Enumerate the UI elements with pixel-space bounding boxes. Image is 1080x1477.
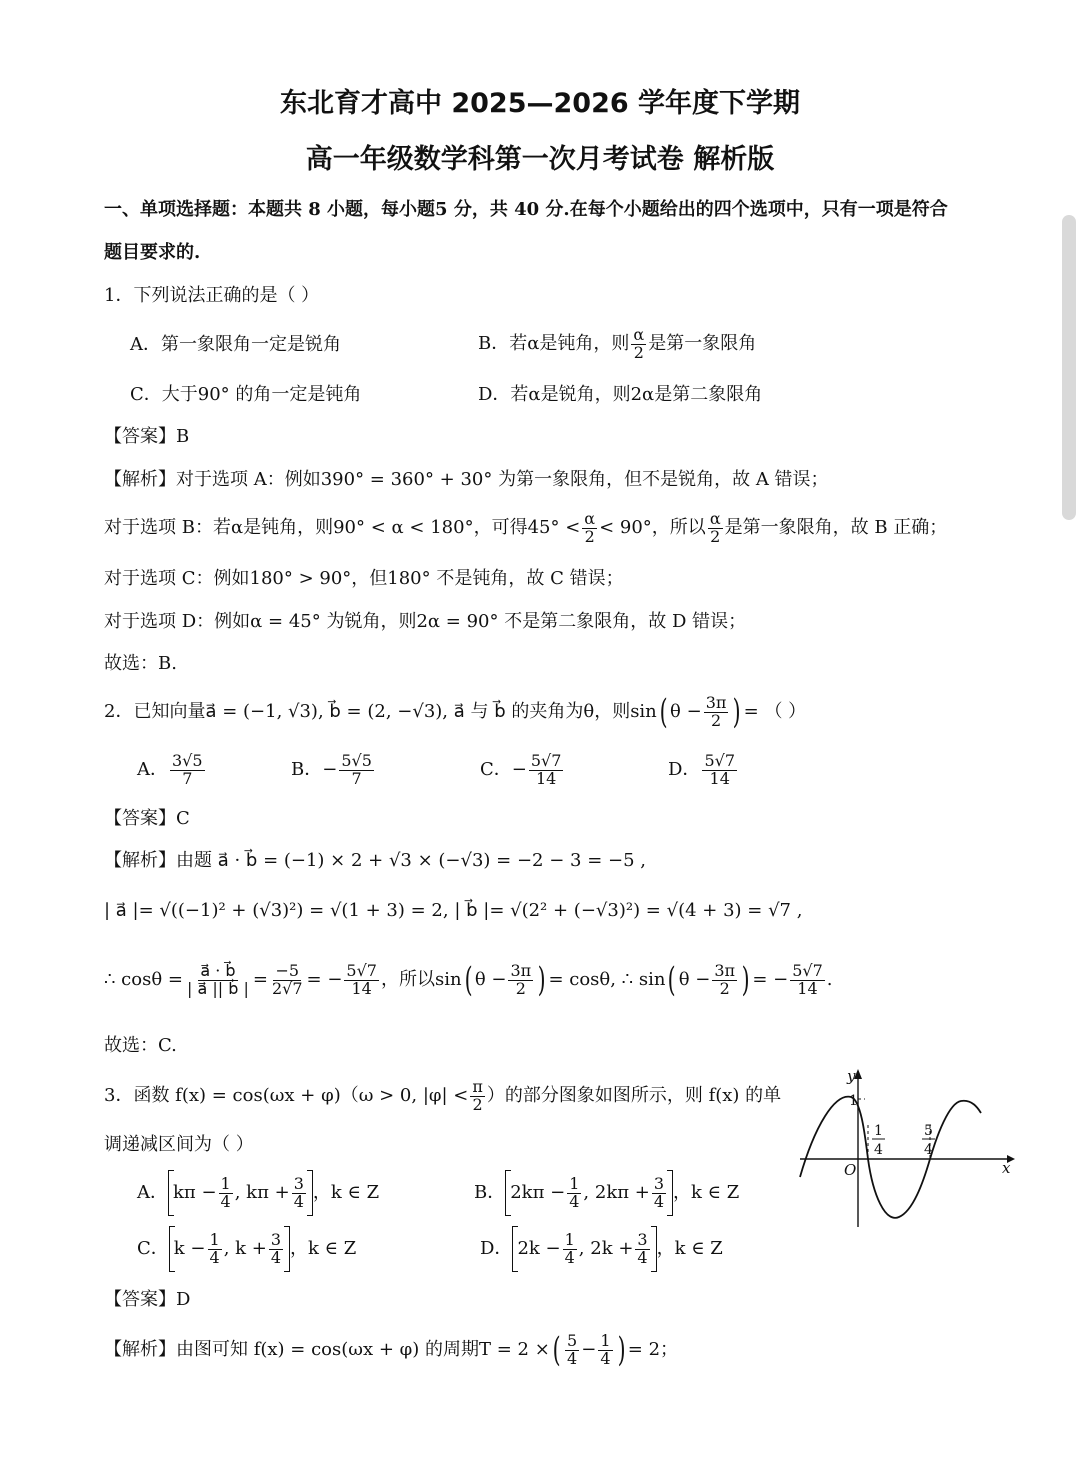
q3-exp1-frac1 xyxy=(565,1330,579,1368)
q3-exp1-minus: − xyxy=(581,1339,597,1360)
q1-exp-b-frac1 xyxy=(582,508,597,546)
q2-stem-pre: 2．已知向量 xyxy=(104,701,206,722)
frac-denominator: 14 xyxy=(797,978,818,998)
frac-numerator: 3π xyxy=(705,692,727,712)
q1-option-b xyxy=(478,326,756,362)
interval-bracket xyxy=(512,1226,656,1272)
interval-frac2 xyxy=(292,1173,306,1211)
frac-denominator: 4 xyxy=(567,1348,578,1368)
page-title: 东北育才高中 2025—2026 学年度下学期 xyxy=(279,88,801,119)
q1-explanation-d: 对于选项 D：例如α = 45° 为锐角，则2α = 90° 不是第二象限角，故 D 错误； xyxy=(104,611,747,632)
q1-explanation-b xyxy=(104,510,947,546)
q1-option-b-pre: B．若α是钝角，则 xyxy=(478,333,630,354)
interval-frac2 xyxy=(652,1173,666,1211)
y-tick-label: 1 xyxy=(849,1093,858,1109)
tick-1-denominator: 4 xyxy=(874,1142,883,1158)
frac-denominator: 7 xyxy=(351,768,362,788)
frac-denominator: 14 xyxy=(351,978,372,998)
q3-option-d xyxy=(480,1224,723,1274)
frac-numerator: 1 xyxy=(209,1229,220,1249)
q3-explanation-1 xyxy=(104,1328,678,1372)
q3-cosine-graph xyxy=(795,1065,1020,1235)
exp3-pre: ∴ cosθ = xyxy=(104,969,183,990)
frac-numerator: 3 xyxy=(293,1173,304,1193)
q1-explanation-c: 对于选项 C：例如180° > 90°，但180° 不是钝角，故 C 错误； xyxy=(104,568,624,589)
q2-opt-label: A． xyxy=(137,759,168,780)
q3-answer: 【答案】D xyxy=(104,1289,191,1310)
left-paren: ( xyxy=(659,692,668,732)
q1-stem: 1．下列说法正确的是（ ） xyxy=(104,285,320,306)
tick-2-numerator: 5 xyxy=(924,1123,933,1139)
right-paren: ) xyxy=(617,1330,626,1370)
q3-opt-label: B． xyxy=(474,1182,506,1203)
frac-numerator: 5√7 xyxy=(530,750,562,770)
q3-stem-fraction xyxy=(470,1076,485,1114)
q3-opt-tail: ，k ∈ Z xyxy=(656,1238,723,1259)
exp3-frac5 xyxy=(790,960,825,998)
q3-exp1-frac2 xyxy=(598,1330,612,1368)
left-paren: ( xyxy=(464,960,473,1000)
interval-bracket xyxy=(168,1170,313,1216)
q3-opt-label: C． xyxy=(137,1238,169,1259)
frac-numerator: α xyxy=(709,508,721,528)
q1-option-c: C．大于90° 的角一定是钝角 xyxy=(130,384,362,405)
left-paren: ( xyxy=(668,960,677,1000)
q1-option-b-fraction xyxy=(631,324,646,362)
q1-option-a: A．第一象限角一定是锐角 xyxy=(130,334,341,355)
frac-denominator: 4 xyxy=(564,1247,575,1267)
right-paren: ) xyxy=(537,960,546,1000)
exp3-frac3 xyxy=(344,960,379,998)
q3-opt-tail: ，k ∈ Z xyxy=(673,1182,740,1203)
frac-numerator: −5 xyxy=(275,960,300,980)
exp3-eq: = xyxy=(252,969,268,990)
q2-opt-label: D． xyxy=(668,759,701,780)
exp3-frac2 xyxy=(270,960,305,998)
q3-opt-label: D． xyxy=(480,1238,513,1259)
left-paren: ( xyxy=(552,1330,561,1370)
page-subtitle: 高一年级数学科第一次月考试卷 解析版 xyxy=(305,144,775,175)
q2-option-d xyxy=(668,748,739,792)
q1-explanation-a: 【解析】对于选项 A：例如390° = 360° + 30° 为第一象限角，但不是锐角，故 A 错误； xyxy=(104,469,829,490)
q1-answer: 【答案】B xyxy=(104,426,190,447)
frac-numerator: 5√7 xyxy=(346,960,377,980)
frac-denominator: 2 xyxy=(472,1094,483,1114)
y-axis-label: y xyxy=(847,1067,856,1085)
q1-exp-b-post: 是第一象限角，故 B 正确； xyxy=(724,517,948,538)
cosine-curve xyxy=(800,1097,981,1218)
q2-choose: 故选：C. xyxy=(104,1035,177,1056)
q2-stem xyxy=(104,692,806,732)
q3-opt-tail: ，k ∈ Z xyxy=(290,1238,357,1259)
q2-option-c xyxy=(480,748,565,792)
frac-numerator: 3 xyxy=(637,1229,648,1249)
q2-explanation-3 xyxy=(104,958,833,1002)
frac-numerator: 5√7 xyxy=(792,960,823,980)
frac-denominator: 4 xyxy=(637,1247,648,1267)
tick-1-numerator: 1 xyxy=(874,1123,883,1139)
q2-explanation-1: 【解析】由题 a⃗ · b⃗ = (−1) × 2 + √3 × (−√3) = −2 − 3 = −5 , xyxy=(104,850,646,871)
frac-denominator: 4 xyxy=(293,1191,304,1211)
exp3-frac4b xyxy=(712,960,737,998)
x-axis-label: x xyxy=(1002,1159,1011,1177)
q3-stem xyxy=(104,1074,781,1118)
interval-left: 2k − xyxy=(517,1238,561,1259)
exp3-dot: . xyxy=(826,969,833,990)
q3-opt-label: A． xyxy=(137,1182,168,1203)
frac-numerator: 3 xyxy=(653,1173,665,1193)
exp3-frac1 xyxy=(185,960,251,998)
q1-exp-b-mid: < 90°，所以 xyxy=(599,517,706,538)
frac-denominator: 4 xyxy=(569,1191,580,1211)
vertical-scrollbar[interactable] xyxy=(1062,215,1076,520)
frac-denominator: 2 xyxy=(584,526,595,546)
q1-option-b-post: 是第一象限角 xyxy=(648,333,757,354)
frac-numerator: π xyxy=(472,1076,483,1096)
q1-choose: 故选：B. xyxy=(104,653,177,674)
q1-exp-b-frac2 xyxy=(708,508,723,546)
interval-right: , 2kπ + xyxy=(583,1182,650,1203)
right-paren: ) xyxy=(733,692,742,732)
q1-exp-b-pre: 对于选项 B：若α是钝角，则90° < α < 180°，可得45° < xyxy=(104,517,581,538)
interval-left: 2kπ − xyxy=(510,1182,566,1203)
exp3-mid: ，所以sin xyxy=(380,969,462,990)
interval-frac1 xyxy=(208,1229,222,1267)
frac-denominator: 14 xyxy=(709,768,730,788)
q2-option-b xyxy=(291,748,376,792)
frac-denominator: 4 xyxy=(220,1191,231,1211)
frac-denominator: 7 xyxy=(182,768,193,788)
frac-denominator: 2 xyxy=(710,710,722,730)
interval-frac2 xyxy=(635,1229,649,1267)
frac-numerator: 3 xyxy=(270,1229,282,1249)
section-heading: 一、单项选择题：本题共 8 小题，每小题5 分，共 40 分.在每个小题给出的四个选项中，只有一项是符合 xyxy=(104,199,948,220)
interval-frac1 xyxy=(563,1229,577,1267)
interval-frac1 xyxy=(219,1173,233,1211)
exp3-theta2: θ − xyxy=(678,969,711,990)
frac-numerator: 1 xyxy=(569,1173,580,1193)
frac-numerator: 3π xyxy=(714,960,736,980)
exp3-frac4 xyxy=(508,960,533,998)
section-heading-cont: 题目要求的. xyxy=(104,242,201,263)
q3-stem-pre: 3．函数 f(x) = cos(ωx + φ)（ω > 0, |φ| < xyxy=(104,1085,469,1106)
q1-option-d: D．若α是锐角，则2α是第二象限角 xyxy=(478,384,763,405)
frac-numerator: 5√5 xyxy=(341,750,372,770)
q3-exp1-post: = 2； xyxy=(627,1339,679,1360)
q2-opt-fraction xyxy=(170,750,205,788)
interval-frac2 xyxy=(269,1229,283,1267)
frac-numerator: 5 xyxy=(567,1330,578,1350)
frac-numerator: 1 xyxy=(600,1330,611,1350)
frac-denominator: | a⃗ || b⃗ | xyxy=(186,978,249,998)
q3-option-b xyxy=(474,1168,739,1218)
frac-denominator: 4 xyxy=(209,1247,220,1267)
right-paren: ) xyxy=(741,960,750,1000)
frac-numerator: 3√5 xyxy=(172,750,203,770)
q3-stem-post: ）的部分图象如图所示，则 f(x) 的单 xyxy=(486,1085,782,1106)
frac-numerator: 5√7 xyxy=(704,750,735,770)
exp3-cos: = cosθ, ∴ sin xyxy=(548,969,666,990)
q2-explanation-2: | a⃗ |= √((−1)² + (√3)²) = √(1 + 3) = 2, | b⃗ |= √(2² + (−√3)²) = √(4 + 3) = √7 , xyxy=(104,900,803,921)
q3-stem-line2: 调递减区间为（ ） xyxy=(104,1134,254,1155)
frac-numerator: 3π xyxy=(510,960,532,980)
q2-stem-fraction xyxy=(704,692,729,730)
q2-opt-label: C． xyxy=(480,759,512,780)
q2-opt-label: B． xyxy=(291,759,323,780)
q2-opt-fraction xyxy=(339,750,374,788)
frac-denominator: 2√7 xyxy=(271,978,303,998)
q2-opt-fraction xyxy=(529,750,564,788)
q2-stem-vectors: a⃗ = (−1, √3), b⃗ = (2, −√3), a⃗ 与 b⃗ 的夹角为θ，则sin xyxy=(205,701,657,722)
interval-frac1 xyxy=(567,1173,581,1211)
q2-stem-theta: θ − xyxy=(670,701,702,722)
frac-numerator: α xyxy=(633,324,645,344)
frac-denominator: 14 xyxy=(535,768,557,788)
q3-option-a xyxy=(137,1168,379,1218)
q3-opt-tail: ，k ∈ Z xyxy=(312,1182,380,1203)
frac-numerator: 1 xyxy=(220,1173,231,1193)
frac-numerator: α xyxy=(584,508,596,528)
exp3-theta: θ − xyxy=(474,969,507,990)
q2-opt-sign: − xyxy=(322,759,338,780)
q2-opt-fraction xyxy=(702,750,737,788)
frac-denominator: 2 xyxy=(515,978,526,998)
interval-bracket xyxy=(169,1226,290,1272)
interval-right: , k + xyxy=(223,1238,267,1259)
interval-left: k − xyxy=(173,1238,206,1259)
interval-bracket xyxy=(505,1170,673,1216)
q2-option-a xyxy=(137,748,207,792)
q3-exp1-pre: 【解析】由图可知 f(x) = cos(ωx + φ) 的周期T = 2 × xyxy=(104,1339,550,1360)
frac-denominator: 4 xyxy=(600,1348,611,1368)
exp3-eq2: = − xyxy=(306,969,343,990)
interval-right: , 2k + xyxy=(578,1238,634,1259)
interval-right: , kπ + xyxy=(234,1182,290,1203)
q2-opt-sign: − xyxy=(511,759,527,780)
frac-denominator: 2 xyxy=(633,342,644,362)
exp3-end: = − xyxy=(752,969,789,990)
q3-option-c xyxy=(137,1224,356,1274)
frac-numerator: a⃗ · b⃗ xyxy=(200,960,236,980)
frac-denominator: 2 xyxy=(710,526,721,546)
frac-denominator: 4 xyxy=(653,1191,665,1211)
frac-denominator: 2 xyxy=(719,978,730,998)
tick-2-denominator: 4 xyxy=(924,1142,933,1158)
frac-denominator: 4 xyxy=(270,1247,282,1267)
origin-label: O xyxy=(844,1161,857,1179)
interval-left: kπ − xyxy=(173,1182,217,1203)
q2-answer: 【答案】C xyxy=(104,808,190,829)
frac-numerator: 1 xyxy=(564,1229,575,1249)
q2-stem-post: = （ ） xyxy=(743,701,807,722)
